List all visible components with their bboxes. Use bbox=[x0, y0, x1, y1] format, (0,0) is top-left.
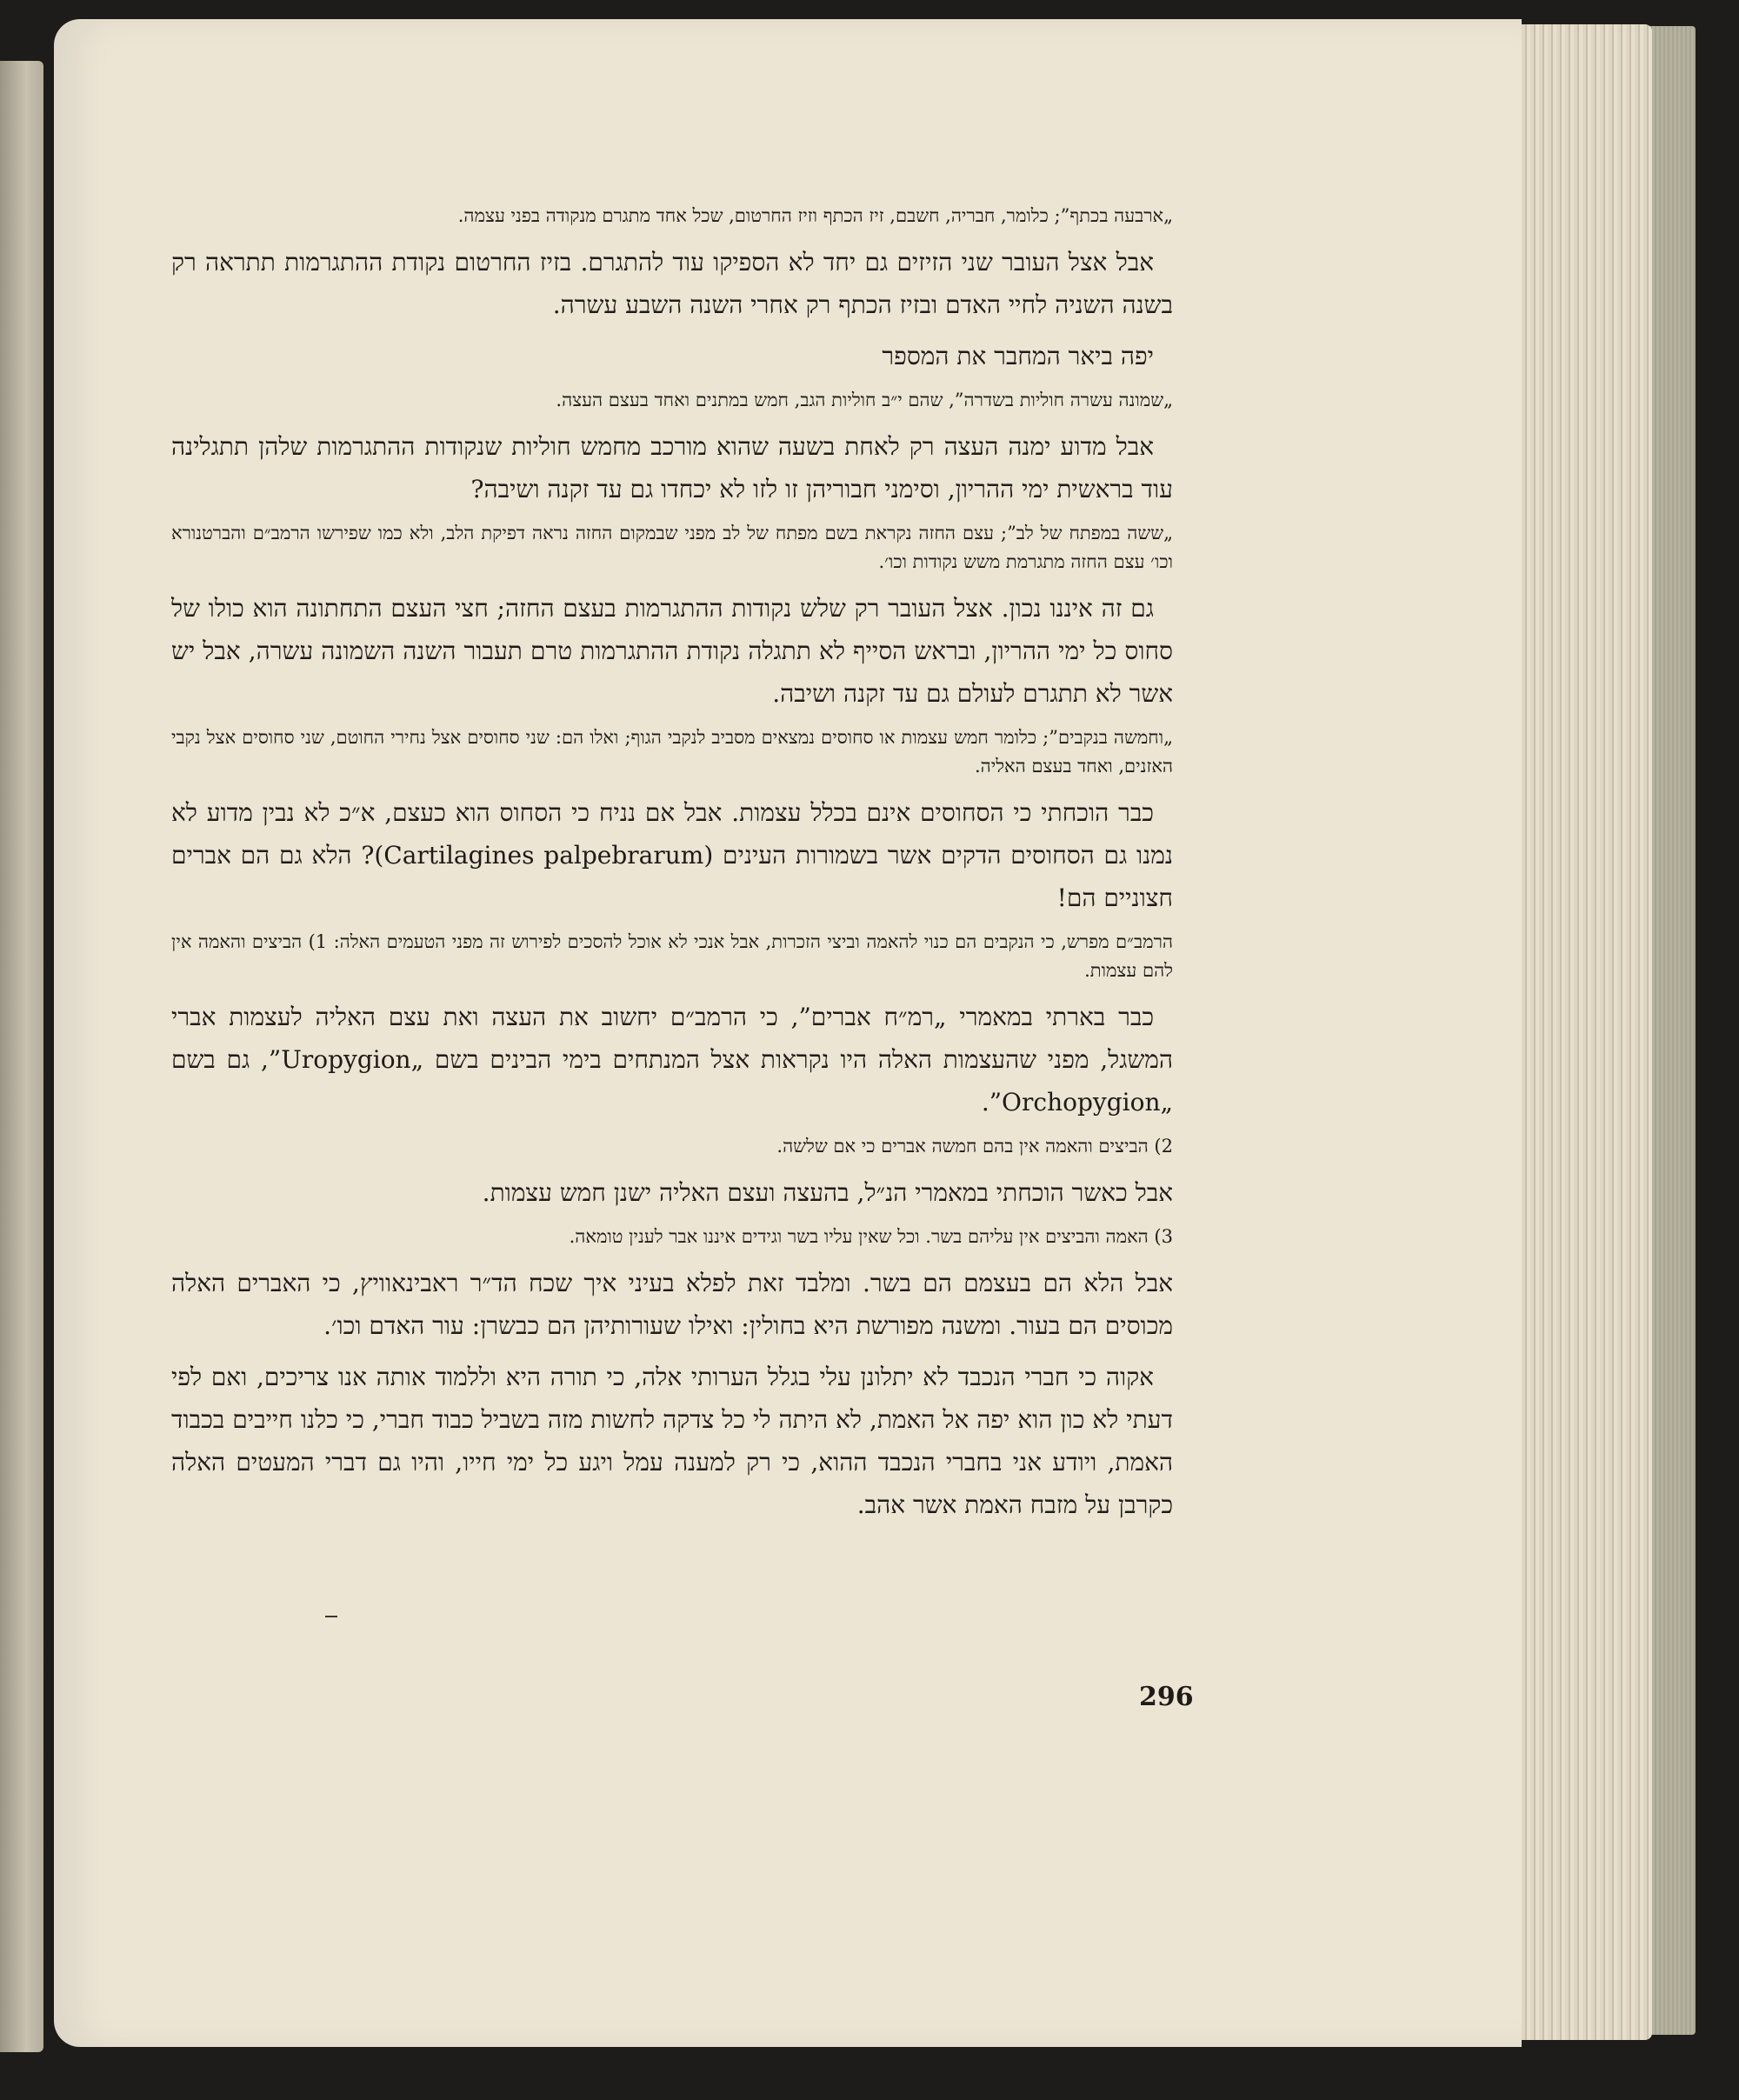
footnote-7: 3) האמה והביצים אין עליהם בשר. וכל שאין עליו בשר וגידים איננו אבר לענין טומאה. bbox=[569, 1226, 1173, 1247]
paragraph-3: אבל מדוע ימנה העצה רק לאחת בשעה שהוא מורכב מחמש חוליות שנקודות ההתגרמות שלהן תתגלינה עוד בראשית ימי ההריון, וסימני חבוריהן זו לזו לא יכחדו גם עד זקנה ושיבה? bbox=[171, 432, 1173, 503]
paragraph-2: יפה ביאר המחבר את המספר bbox=[882, 342, 1154, 370]
book-page bbox=[54, 19, 1522, 2047]
page-text bbox=[171, 202, 1173, 1535]
adjacent-page-edge bbox=[0, 61, 43, 2052]
paragraph-4: גם זה איננו נכון. אצל העובר רק שלש נקודות ההתגרמות בעצם החזה; חצי העצם התחתונה הוא כולו של סחוס כל ימי ההריון, ובראש הסייף לא תתגלה נקודת ההתגרמות טרם תעבור השנה השמונה עשרה, אבל יש אשר לא תתגרם לעולם גם עד זקנה ושיבה. bbox=[171, 594, 1173, 708]
page-block-edge bbox=[1513, 24, 1652, 2040]
footnote-5: הרמב״ם מפרש, כי הנקבים הם כנוי להאמה וביצי הזכרות, אבל אנכי לא אוכל להסכים לפירוש זה מפני הטעמים האלה: 1) הביצים והאמה אין להם עצמות. bbox=[171, 931, 1173, 981]
footnote-2: „שמונה עשרה חוליות בשדרה”, שהם י״ב חוליות הגב, חמש במתנים ואחד בעצם העצה. bbox=[556, 390, 1173, 410]
paragraph-6: כבר בארתי במאמרי „רמ״ח אברים”, כי הרמב״ם יחשוב את העצה ואת עצם האליה לעצמות אברי המשגל, מפני שהעצמות האלה היו נקראות אצל המנתחים בימי הבינים בשם „Uropygion”, גם בשם „Orchopygion”. bbox=[171, 1003, 1173, 1117]
paragraph-1: אבל אצל העובר שני הזיזים גם יחד לא הספיקו עוד להתגרם. בזיז החרטום נקודת ההתגרמות תתראה רק בשנה השניה לחיי האדם ובזיז הכתף רק אחרי השנה השבע עשרה. bbox=[171, 248, 1173, 319]
footnote-1: „ארבעה בכתף”; כלומר, חבריה, חשבם, זיז הכתף וזיז החרטום, שכל אחד מתגרם מנקודה בפני עצמה. bbox=[457, 205, 1173, 226]
footnote-6: 2) הביצים והאמה אין בהם חמשה אברים כי אם שלשה. bbox=[776, 1136, 1173, 1157]
paragraph-8: אבל הלא הם בעצמם הם בשר. ומלבד זאת לפלא בעיני איך שכח הד״ר ראבינאוויץ, כי האברים האלה מכוסים הם בעור. ומשנה מפורשת היא בחולין: ואילו שעורותיהן הם כבשרן: עור האדם וכו׳. bbox=[171, 1269, 1173, 1340]
footnote-4: „וחמשה בנקבים”; כלומר חמש עצמות או סחוסים נמצאים מסביב לנקבי הגוף; ואלו הם: שני סחוסים אצל נחירי החוטם, שני סחוסים אצל נקבי האזנים, ואחד בעצם האליה. bbox=[171, 727, 1173, 777]
footnote-3: „ששה במפתח של לב”; עצם החזה נקראת בשם מפתח של לב מפני שבמקום החזה נראה דפיקת הלב, ולא כמו שפירשו הרמב״ם והברטנורא וכו׳ עצם החזה מתגרמת משש נקודות וכו׳. bbox=[171, 523, 1173, 572]
page-number: 296 bbox=[1139, 1682, 1194, 1712]
paragraph-9: אקוה כי חברי הנכבד לא יתלונן עלי בגלל הערותי אלה, כי תורה היא וללמוד אותה אנו צריכים, ואם לפי דעתי לא כון הוא יפה אל האמת, לא היתה לי כל צדקה לחשות מזה בשביל כבוד חברי, כי כלנו חייבים בכבוד האמת, ויודע אני בחברי הנכבד ההוא, כי רק למענה עמל ויגע כל ימי חייו, והיו גם דברי המעטים האלה כקרבן על מזבח האמת אשר אהב. bbox=[171, 1363, 1173, 1519]
paragraph-5: כבר הוכחתי כי הסחוסים אינם בכלל עצמות. אבל אם נניח כי הסחוס הוא כעצם, א״כ לא נבין מדוע לא נמנו גם הסחוסים הדקים אשר בשמורות העינים (Cartilagines palpebrarum)? הלא גם הם אברים חצוניים הם! bbox=[171, 798, 1174, 912]
separator-dash bbox=[325, 1616, 337, 1617]
paragraph-7: אבל כאשר הוכחתי במאמרי הנ״ל, בהעצה ועצם האליה ישנן חמש עצמות. bbox=[482, 1178, 1173, 1207]
